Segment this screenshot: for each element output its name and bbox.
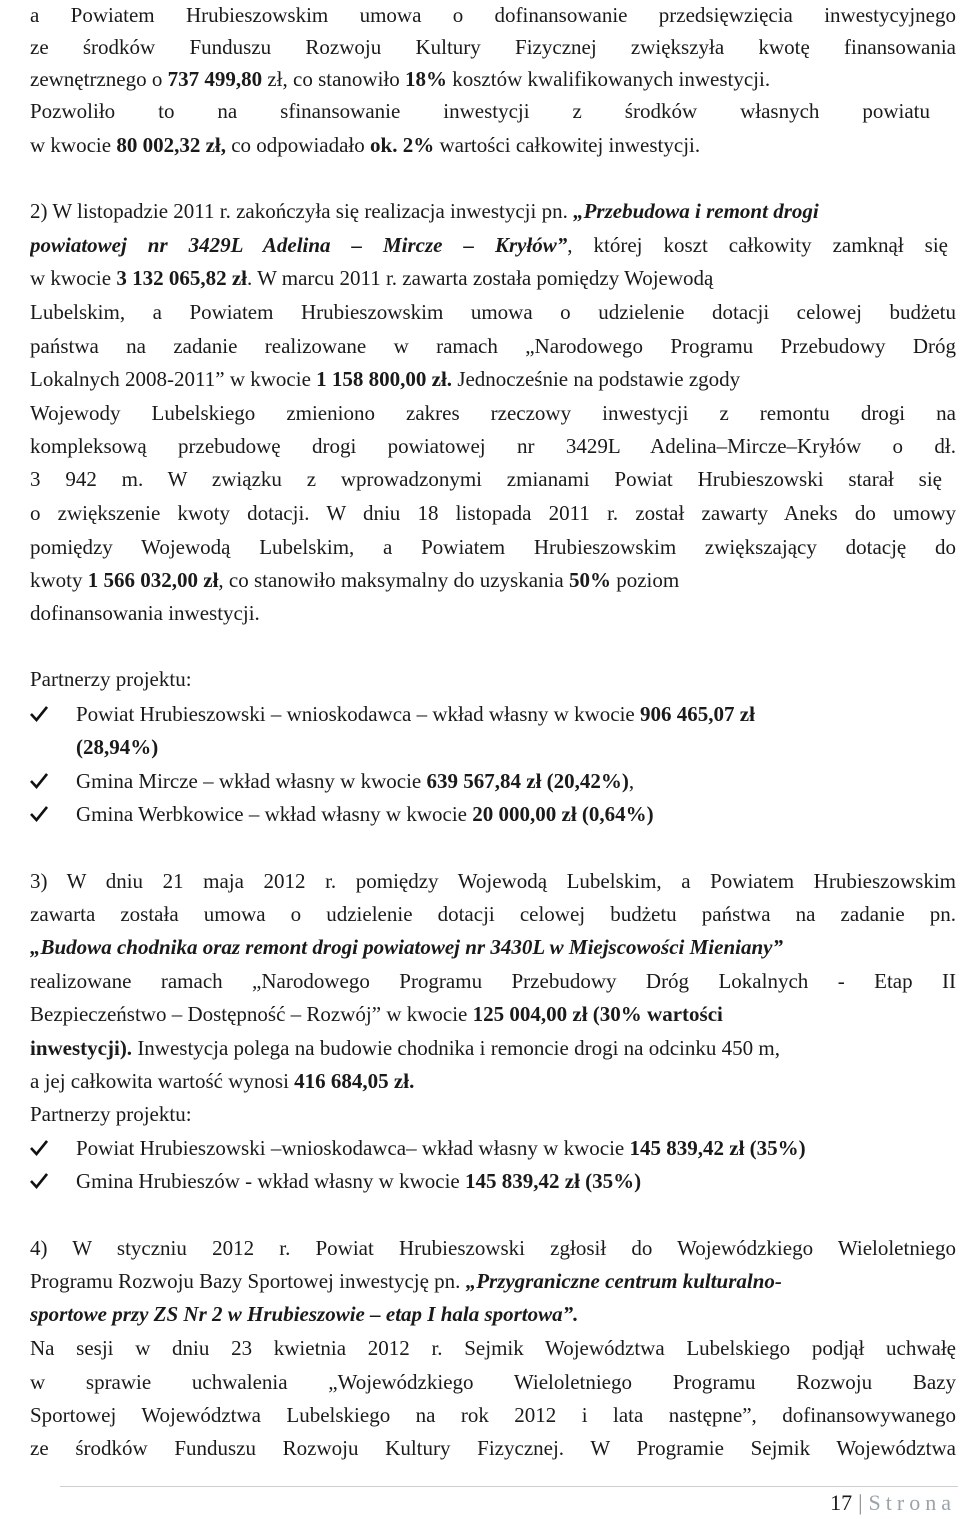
text-line: państwa na zadanie realizowane w ramach „Narodowego Programu Przebudowy Dróg xyxy=(30,334,956,358)
text-line: Wojewody Lubelskiego zmieniono zakres rzeczowy inwestycji z remontu drogi na xyxy=(30,401,956,425)
text-line: kwoty 1 566 032,00 zł, co stanowiło maksymalny do uzyskania 50% poziom xyxy=(30,568,680,592)
checkmark-icon xyxy=(30,705,48,723)
text-line: Na sesji w dniu 23 kwietnia 2012 r. Sejmik Województwa Lubelskiego podjął uchwałę xyxy=(30,1336,956,1360)
text-line: pomiędzy Wojewodą Lubelskim, a Powiatem Hrubieszowskim zwiększający dotację do xyxy=(30,535,956,559)
partners-heading: Partnerzy projektu: xyxy=(30,667,192,691)
list-item: Gmina Werbkowice – wkład własny w kwocie 20 000,00 zł (0,64%) xyxy=(30,799,956,829)
partners-heading: Partnerzy projektu: xyxy=(30,1102,192,1126)
text-line: o zwiększenie kwoty dotacji. W dniu 18 listopada 2011 r. został zawarty Aneks do umowy xyxy=(30,501,956,525)
text-line: kompleksową przebudowę drogi powiatowej nr 3429L Adelina–Mircze–Kryłów o dł. xyxy=(30,434,956,458)
text-line: powiatowej nr 3429L Adelina – Mircze – Kryłów”, której koszt całkowity zamknął się xyxy=(30,233,948,257)
text-line: a jej całkowita wartość wynosi 416 684,05 zł. xyxy=(30,1069,415,1093)
page-number: 17 xyxy=(830,1490,853,1515)
text-line: 4) W styczniu 2012 r. Powiat Hrubieszowski zgłosił do Wojewódzkiego Wieloletniego xyxy=(30,1236,956,1260)
text-line: Lubelskim, a Powiatem Hrubieszowskim umowa o udzielenie dotacji celowej budżetu xyxy=(30,300,956,324)
footer-divider xyxy=(60,1486,958,1487)
checkmark-icon xyxy=(30,772,48,790)
text-line: Bezpieczeństwo – Dostępność – Rozwój” w kwocie 125 004,00 zł (30% wartości xyxy=(30,1002,723,1026)
page-label: Strona xyxy=(868,1490,956,1515)
text-line: zewnętrznego o 737 499,80 zł, co stanowiło 18% kosztów kwalifikowanych inwestycji. xyxy=(30,67,771,91)
checkmark-icon xyxy=(30,805,48,823)
text-line: realizowane ramach „Narodowego Programu Przebudowy Dróg Lokalnych - Etap II xyxy=(30,969,956,993)
list-item: Powiat Hrubieszowski – wnioskodawca – wkład własny w kwocie 906 465,07 zł xyxy=(30,699,956,729)
text-line: zawarta została umowa o udzielenie dotacji celowej budżetu państwa na zadanie pn. xyxy=(30,902,956,926)
text-line: a Powiatem Hrubieszowskim umowa o dofinansowanie przedsięwzięcia inwestycyjnego xyxy=(30,3,956,27)
text-line: inwestycji). Inwestycja polega na budowie chodnika i remoncie drogi na odcinku 450 m, xyxy=(30,1036,780,1060)
list-item-continuation: (28,94%) xyxy=(76,735,159,759)
text-line: w sprawie uchwalenia „Wojewódzkiego Wieloletniego Programu Rozwoju Bazy xyxy=(30,1370,956,1394)
text-line: Pozwoliło to na sfinansowanie inwestycji z środków własnych powiatu xyxy=(30,99,930,123)
text-line: 3 942 m. W związku z wprowadzonymi zmianami Powiat Hrubieszowski starał się xyxy=(30,467,942,491)
text-line: ze środków Funduszu Rozwoju Kultury Fizycznej. W Programie Sejmik Województwa xyxy=(30,1436,956,1460)
list-item: Gmina Mircze – wkład własny w kwocie 639 567,84 zł (20,42%), xyxy=(30,766,956,796)
checkmark-icon xyxy=(30,1172,48,1190)
text-line: dofinansowania inwestycji. xyxy=(30,601,260,625)
text-line: sportowe przy ZS Nr 2 w Hrubieszowie – etap I hala sportowa”. xyxy=(30,1302,579,1326)
text-line: 2) W listopadzie 2011 r. zakończyła się realizacja inwestycji pn. „Przebudowa i remont drogi xyxy=(30,199,819,223)
text-line: 3) W dniu 21 maja 2012 r. pomiędzy Wojewodą Lubelskim, a Powiatem Hrubieszowskim xyxy=(30,869,956,893)
footer-separator: | xyxy=(858,1490,863,1515)
text-line: Lokalnych 2008-2011” w kwocie 1 158 800,00 zł. Jednocześnie na podstawie zgody xyxy=(30,367,741,391)
text-line: „Budowa chodnika oraz remont drogi powiatowej nr 3430L w Miejscowości Mieniany” xyxy=(30,935,783,959)
text-line: Programu Rozwoju Bazy Sportowej inwestycję pn. „Przygraniczne centrum kulturalno- xyxy=(30,1269,782,1293)
text-line: Sportowej Województwa Lubelskiego na rok 2012 i lata następne”, dofinansowywanego xyxy=(30,1403,956,1427)
page-indicator xyxy=(830,1490,956,1516)
text-line: w kwocie 3 132 065,82 zł. W marcu 2011 r. zawarta została pomiędzy Wojewodą xyxy=(30,266,714,290)
list-item: Gmina Hrubieszów - wkład własny w kwocie 145 839,42 zł (35%) xyxy=(30,1166,956,1196)
checkmark-icon xyxy=(30,1139,48,1157)
text-line: w kwocie 80 002,32 zł, co odpowiadało ok. 2% wartości całkowitej inwestycji. xyxy=(30,133,701,157)
list-item: Powiat Hrubieszowski –wnioskodawca– wkład własny w kwocie 145 839,42 zł (35%) xyxy=(30,1133,956,1163)
page-footer xyxy=(0,1486,960,1519)
text-line: ze środków Funduszu Rozwoju Kultury Fizycznej zwiększyła kwotę finansowania xyxy=(30,35,956,59)
